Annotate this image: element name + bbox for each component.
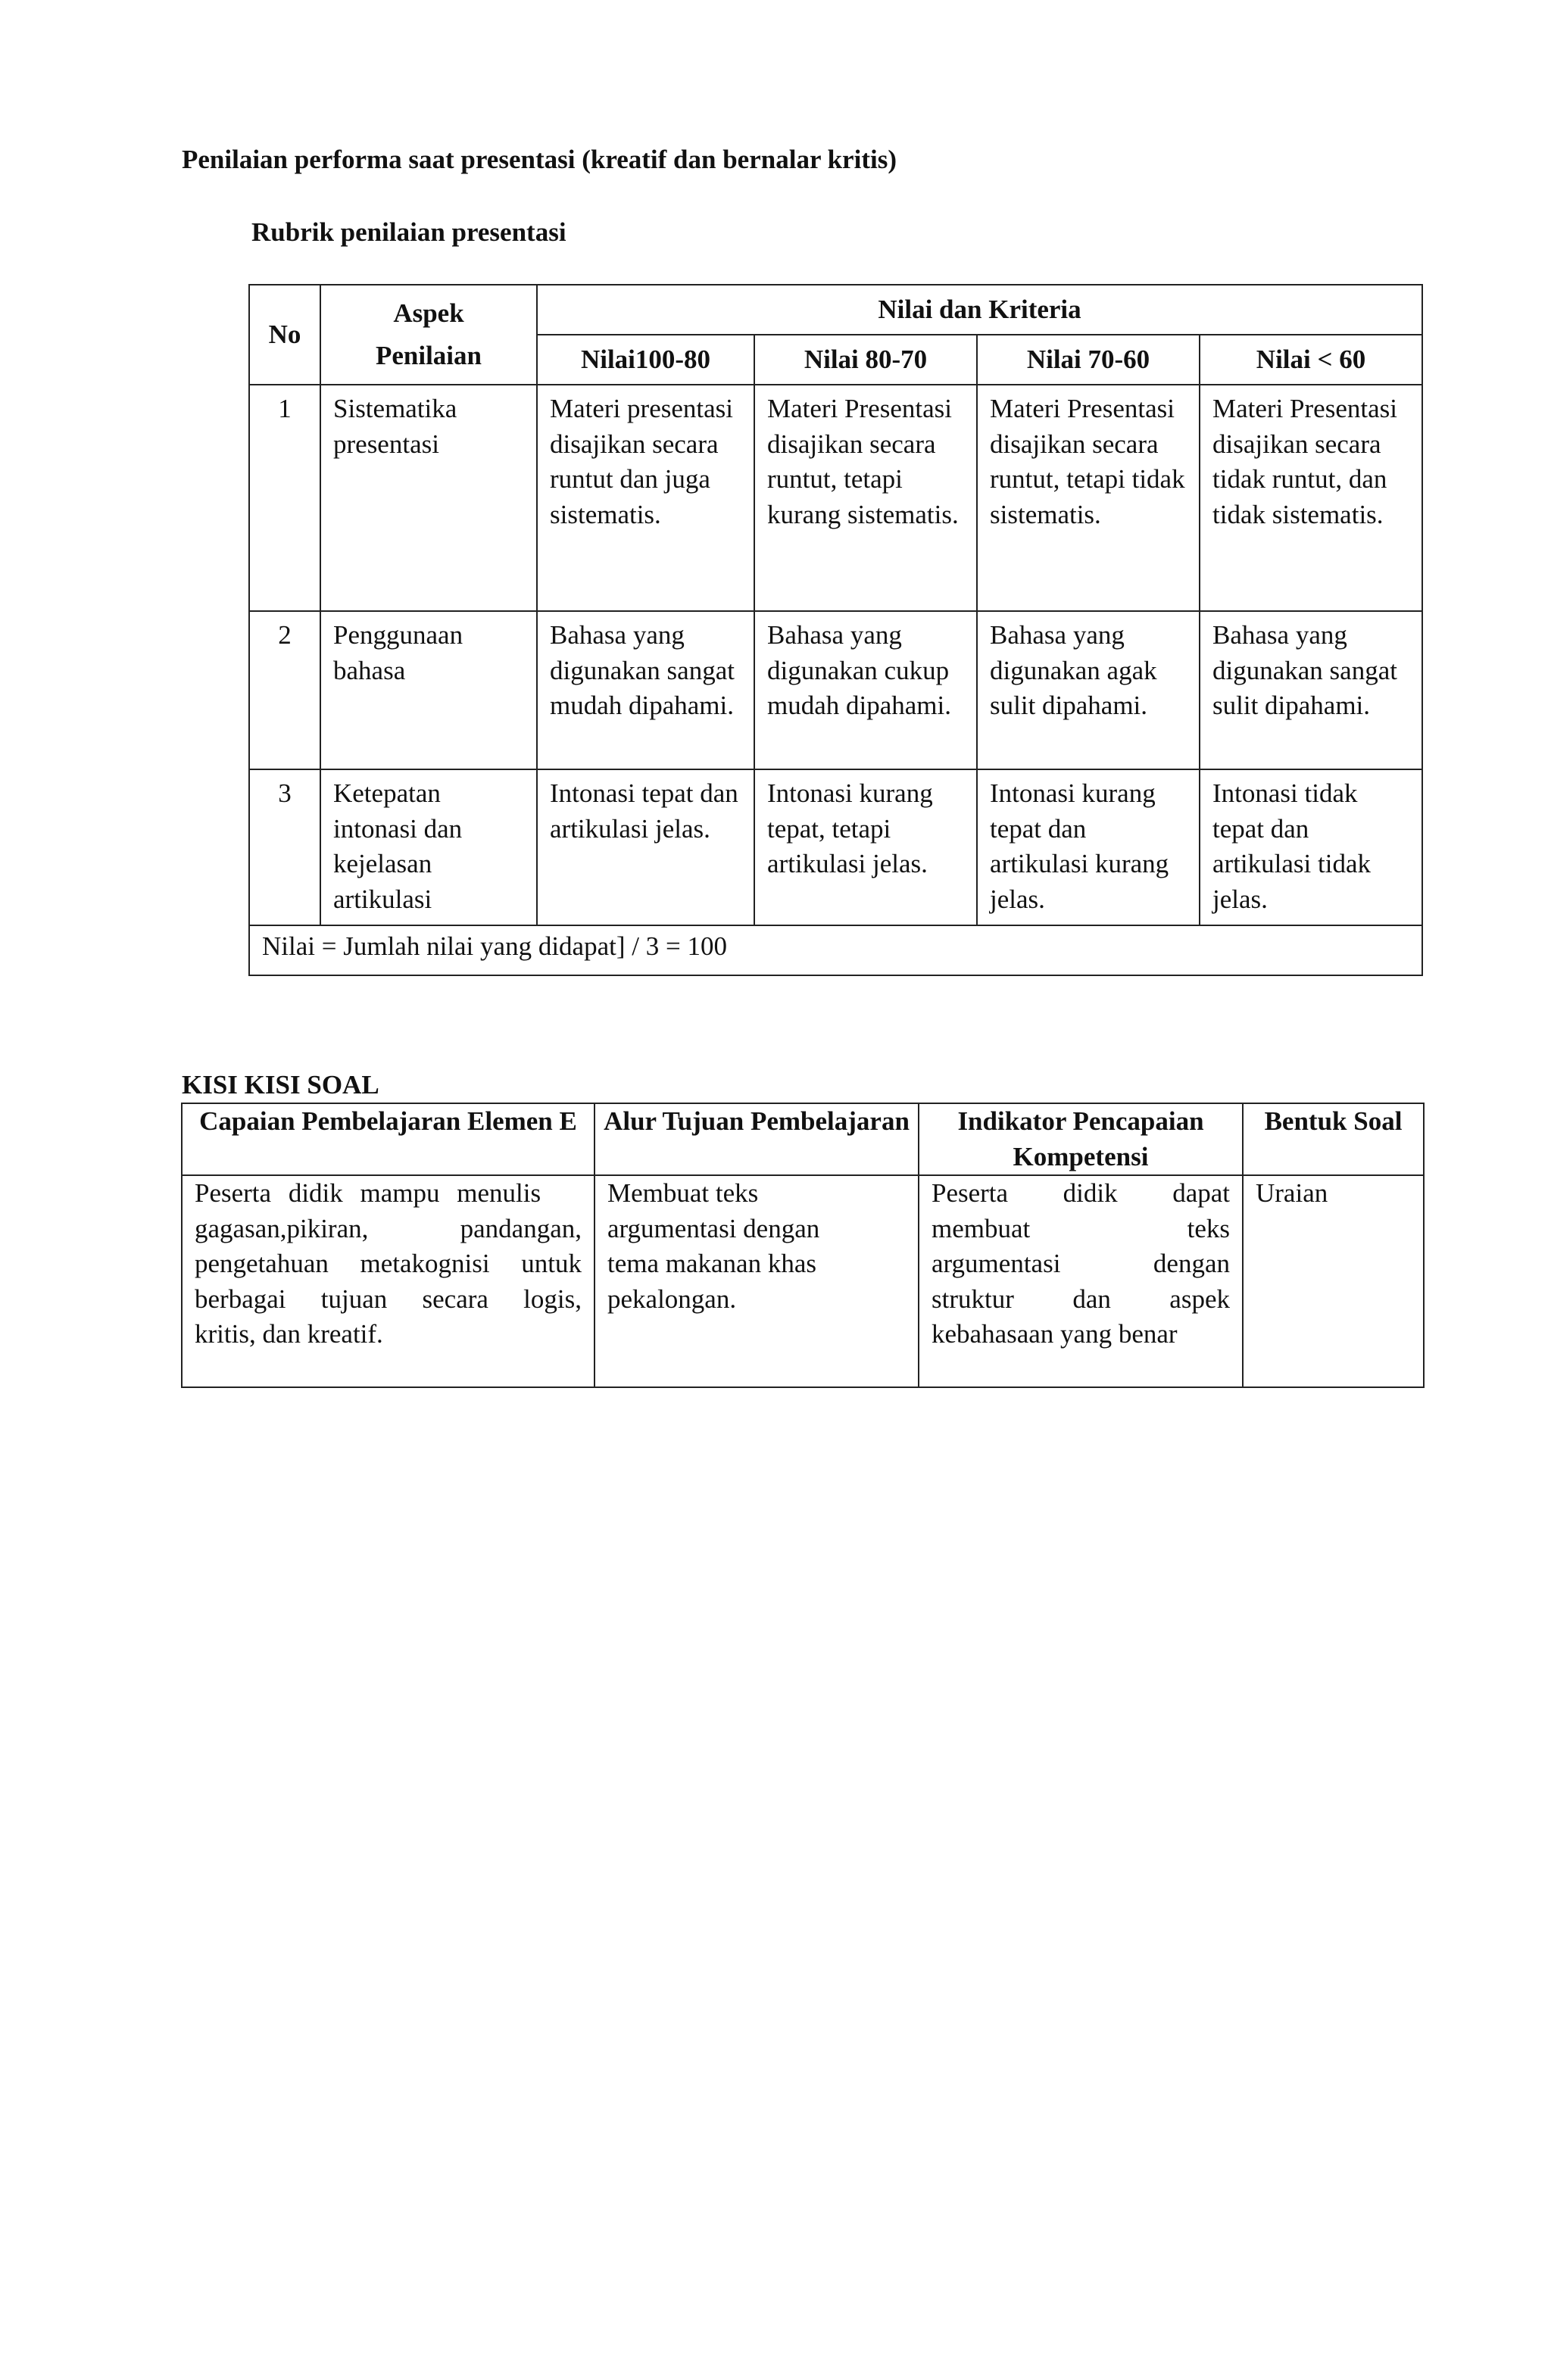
criteria-cell: Intonasi tepat dan artikulasi jelas.	[537, 769, 754, 925]
kisi-table	[181, 1103, 1425, 1388]
kisi-title: KISI KISI SOAL	[182, 1070, 379, 1100]
text-line-content: Peserta didik mampu menulis	[195, 1178, 541, 1208]
criteria-cell: Bahasa yang digunakan agak sulit dipahami.	[977, 611, 1200, 769]
text-line: pekalongan.	[607, 1284, 737, 1314]
row-number: 3	[249, 769, 320, 925]
page-heading: Penilaian performa saat presentasi (kreatif dan bernalar kritis)	[182, 145, 897, 174]
header-range: Nilai 70-60	[977, 335, 1200, 385]
row-aspek: Sistematika presentasi	[320, 385, 537, 611]
row-number: 1	[249, 385, 320, 611]
text-line: kritis, dan kreatif.	[195, 1319, 383, 1349]
text-line: tema makanan khas	[607, 1249, 817, 1278]
text-line: argumentasi dengan	[932, 1249, 1230, 1278]
text-line	[195, 1176, 582, 1212]
rubric-title: Rubrik penilaian presentasi	[251, 217, 566, 247]
header-nilai-kriteria: Nilai dan Kriteria	[537, 285, 1422, 335]
table-row	[182, 1175, 1424, 1387]
text-line: struktur dan aspek	[932, 1284, 1230, 1314]
rubric-formula: Nilai = Jumlah nilai yang didapat] / 3 = 100	[249, 925, 1422, 975]
row-number: 2	[249, 611, 320, 769]
text-line: argumentasi dengan	[607, 1213, 820, 1243]
header-range: Nilai100-80	[537, 335, 754, 385]
alur-cell	[594, 1175, 919, 1387]
criteria-cell: Bahasa yang digunakan sangat mudah dipahami.	[537, 611, 754, 769]
header-range: Nilai < 60	[1200, 335, 1422, 385]
text-line: kebahasaan yang benar	[932, 1319, 1178, 1349]
header-aspek	[320, 285, 537, 385]
header-aspek-label: Aspek Penilaian	[375, 298, 482, 370]
table-row	[249, 385, 1422, 611]
bentuk-cell: Uraian	[1243, 1175, 1424, 1387]
text-line: gagasan,pikiran, pandangan,	[195, 1213, 582, 1243]
criteria-cell: Intonasi tidak tepat dan artikulasi tidak jelas.	[1200, 769, 1422, 925]
criteria-cell: Materi Presentasi disajikan secara runtut, tetapi tidak sistematis.	[977, 385, 1200, 611]
capaian-cell	[182, 1175, 594, 1387]
text-line: Membuat teks	[607, 1178, 759, 1208]
header-indikator: Indikator Pencapaian Kompetensi	[919, 1103, 1243, 1175]
table-row	[249, 611, 1422, 769]
header-no: No	[249, 285, 320, 385]
criteria-cell: Materi Presentasi disajikan secara tidak runtut, dan tidak sistematis.	[1200, 385, 1422, 611]
text-line: Peserta didik dapat	[932, 1178, 1230, 1208]
header-alur: Alur Tujuan Pembelajaran	[594, 1103, 919, 1175]
criteria-cell: Bahasa yang digunakan cukup mudah dipahami.	[754, 611, 977, 769]
criteria-cell: Materi presentasi disajikan secara runtut dan juga sistematis.	[537, 385, 754, 611]
criteria-cell: Intonasi kurang tepat dan artikulasi kurang jelas.	[977, 769, 1200, 925]
rubric-table	[248, 284, 1423, 976]
text-line: pengetahuan metakognisi untuk	[195, 1249, 582, 1278]
table-row	[249, 769, 1422, 925]
text-line: berbagai tujuan secara logis,	[195, 1284, 582, 1314]
indikator-cell	[919, 1175, 1243, 1387]
header-bentuk: Bentuk Soal	[1243, 1103, 1424, 1175]
criteria-cell: Materi Presentasi disajikan secara runtut, tetapi kurang sistematis.	[754, 385, 977, 611]
row-aspek: Ketepatan intonasi dan kejelasan artikulasi	[320, 769, 537, 925]
header-range: Nilai 80-70	[754, 335, 977, 385]
header-capaian: Capaian Pembelajaran Elemen E	[182, 1103, 594, 1175]
criteria-cell: Intonasi kurang tepat, tetapi artikulasi jelas.	[754, 769, 977, 925]
text-line: membuat teks	[932, 1213, 1230, 1243]
table-footer-row	[249, 925, 1422, 975]
row-aspek: Penggunaan bahasa	[320, 611, 537, 769]
criteria-cell: Bahasa yang digunakan sangat sulit dipahami.	[1200, 611, 1422, 769]
